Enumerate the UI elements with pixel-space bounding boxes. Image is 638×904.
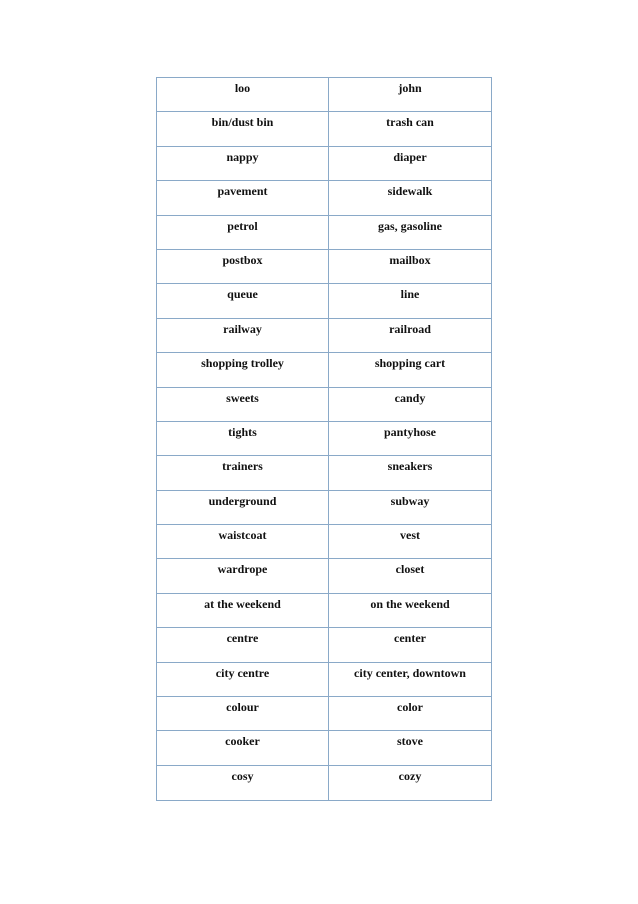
british-term-cell: sweets (157, 388, 329, 421)
table-row (157, 697, 491, 731)
american-term-cell: railroad (389, 321, 431, 336)
british-term-cell: trainers (157, 456, 329, 489)
american-term-cell: john (398, 81, 422, 95)
british-term-cell: petrol (157, 216, 329, 249)
british-term-cell: loo (157, 78, 329, 111)
british-term-cell: nappy (157, 147, 329, 180)
british-term-cell: pavement (157, 181, 329, 214)
british-term-cell: shopping trolley (157, 353, 329, 386)
american-term-cell: pantyhose (383, 424, 436, 439)
american-term-cell: sneakers (387, 459, 433, 474)
british-term-cell: wardrope (157, 559, 329, 592)
table-row (157, 559, 491, 593)
american-term-cell: trash can (386, 115, 434, 130)
american-term-cell: gas, gasoline (377, 218, 442, 233)
british-term-cell: railway (157, 319, 329, 352)
british-term-cell: postbox (157, 250, 329, 283)
american-term-cell: vest (400, 528, 420, 543)
british-term-cell: waistcoat (157, 525, 329, 558)
american-term-cell: candy (394, 390, 426, 405)
british-term-cell: tights (157, 422, 329, 455)
table-row (157, 663, 491, 697)
table-row (157, 491, 491, 525)
british-term-cell: queue (157, 284, 329, 317)
american-term-cell: line (400, 287, 420, 302)
american-term-cell: sidewalk (387, 184, 433, 199)
table-row (157, 250, 491, 284)
american-term-cell: stove (397, 734, 423, 749)
american-term-cell: color (397, 700, 423, 715)
table-row (157, 422, 491, 456)
british-term-cell: colour (157, 697, 329, 730)
british-term-cell: cooker (157, 731, 329, 764)
british-term-cell: at the weekend (157, 594, 329, 627)
table-row (157, 766, 491, 800)
american-term-cell: closet (395, 562, 425, 577)
british-term-cell: underground (157, 491, 329, 524)
british-term-cell: cosy (157, 766, 329, 800)
table-row (157, 456, 491, 490)
table-row (157, 594, 491, 628)
american-term-cell: mailbox (389, 252, 431, 267)
american-term-cell: subway (390, 493, 430, 508)
table-row (157, 353, 491, 387)
table-row (157, 731, 491, 765)
american-term-cell: diaper (393, 149, 427, 164)
american-term-cell: on the weekend (370, 596, 450, 611)
table-row (157, 388, 491, 422)
table-row (157, 216, 491, 250)
british-term-cell: centre (157, 628, 329, 661)
american-term-cell: cozy (398, 768, 422, 783)
table-row (157, 147, 491, 181)
vocabulary-table (156, 77, 492, 801)
table-row (157, 525, 491, 559)
british-term-cell: bin/dust bin (157, 112, 329, 145)
table-row (157, 628, 491, 662)
table-row (157, 181, 491, 215)
british-term-cell: city centre (157, 663, 329, 696)
american-term-cell: center (394, 631, 426, 646)
table-row (157, 319, 491, 353)
american-term-cell: shopping cart (374, 356, 446, 371)
table-row (157, 112, 491, 146)
table-row (157, 284, 491, 318)
american-term-cell: city center, downtown (354, 665, 466, 680)
table-row (157, 78, 491, 112)
